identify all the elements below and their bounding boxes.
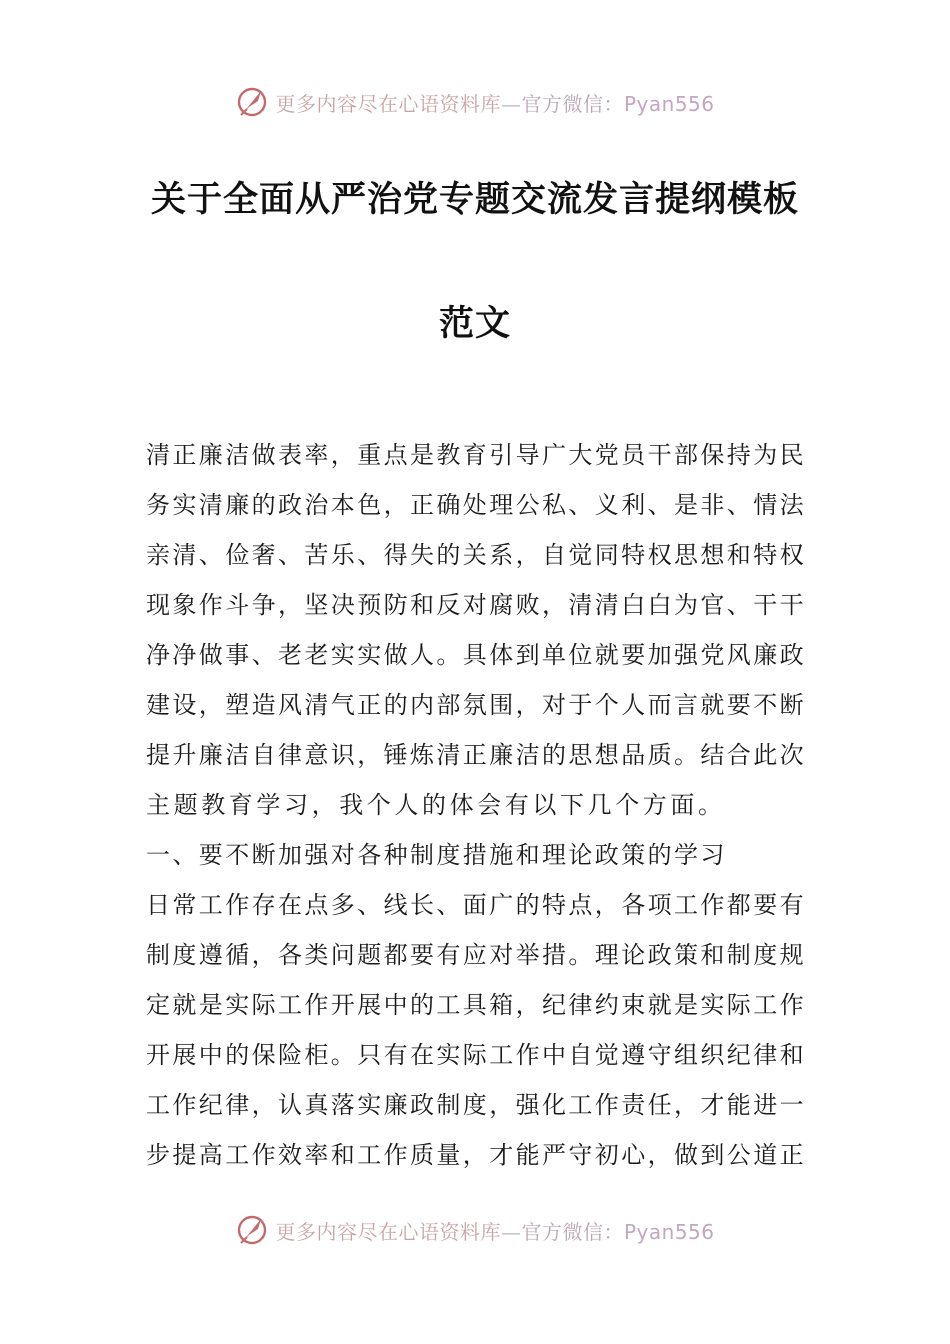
document-body (146, 430, 806, 1180)
body-line: 工作纪律，认真落实廉政制度，强化工作责任，才能进一 (146, 1091, 806, 1119)
body-line: 制度遵循，各类问题都要有应对举措。理论政策和制度规 (146, 941, 806, 969)
watermark-separator: — (500, 91, 522, 116)
body-line: 建设，塑造风清气正的内部氛围，对于个人而言就要不断 (146, 691, 806, 719)
watermark-account: Pyan556 (623, 1219, 715, 1244)
body-line: 亲清、俭奢、苦乐、得失的关系，自觉同特权思想和特权 (146, 541, 806, 569)
body-line: 日常工作存在点多、线长、面广的特点，各项工作都要有 (146, 891, 806, 919)
body-line: 开展中的保险柜。只有在实际工作中自觉遵守组织纪律和 (146, 1041, 806, 1069)
watermark-wechat-label: 官方微信： (521, 1219, 624, 1244)
body-line: 净净做事、老老实实做人。具体到单位就要加强党风廉政 (146, 641, 806, 669)
header-watermark-banner (0, 82, 950, 122)
footer-watermark-banner (0, 1210, 950, 1250)
body-line: 提升廉洁自律意识，锤炼清正廉洁的思想品质。结合此次 (146, 741, 806, 769)
watermark-text (275, 1216, 714, 1245)
body-line: 务实清廉的政治本色，正确处理公私、义利、是非、情法 (146, 491, 806, 519)
body-line: 现象作斗争，坚决预防和反对腐败，清清白白为官、干干 (146, 591, 806, 619)
body-line: 步提高工作效率和工作质量，才能严守初心，做到公道正 (146, 1141, 806, 1169)
quill-logo-icon (235, 1213, 269, 1247)
watermark-site: 更多内容尽在心语资料库 (275, 1219, 501, 1244)
body-line: 主题教育学习，我个人的体会有以下几个方面。 (146, 791, 726, 819)
document-title-line-2: 范文 (438, 304, 511, 344)
section-heading: 一、要不断加强对各种制度措施和理论政策的学习 (146, 841, 727, 869)
watermark-text (275, 88, 714, 117)
body-line: 清正廉洁做表率，重点是教育引导广大党员干部保持为民 (146, 441, 806, 469)
watermark-account: Pyan556 (623, 91, 715, 116)
quill-logo-icon (235, 85, 269, 119)
watermark-wechat-label: 官方微信： (521, 91, 624, 116)
watermark-site: 更多内容尽在心语资料库 (275, 91, 501, 116)
document-title-line-1: 关于全面从严治党专题交流发言提纲模板 (150, 180, 799, 220)
body-line: 定就是实际工作开展中的工具箱，纪律约束就是实际工作 (146, 991, 806, 1019)
watermark-separator: — (500, 1219, 522, 1244)
